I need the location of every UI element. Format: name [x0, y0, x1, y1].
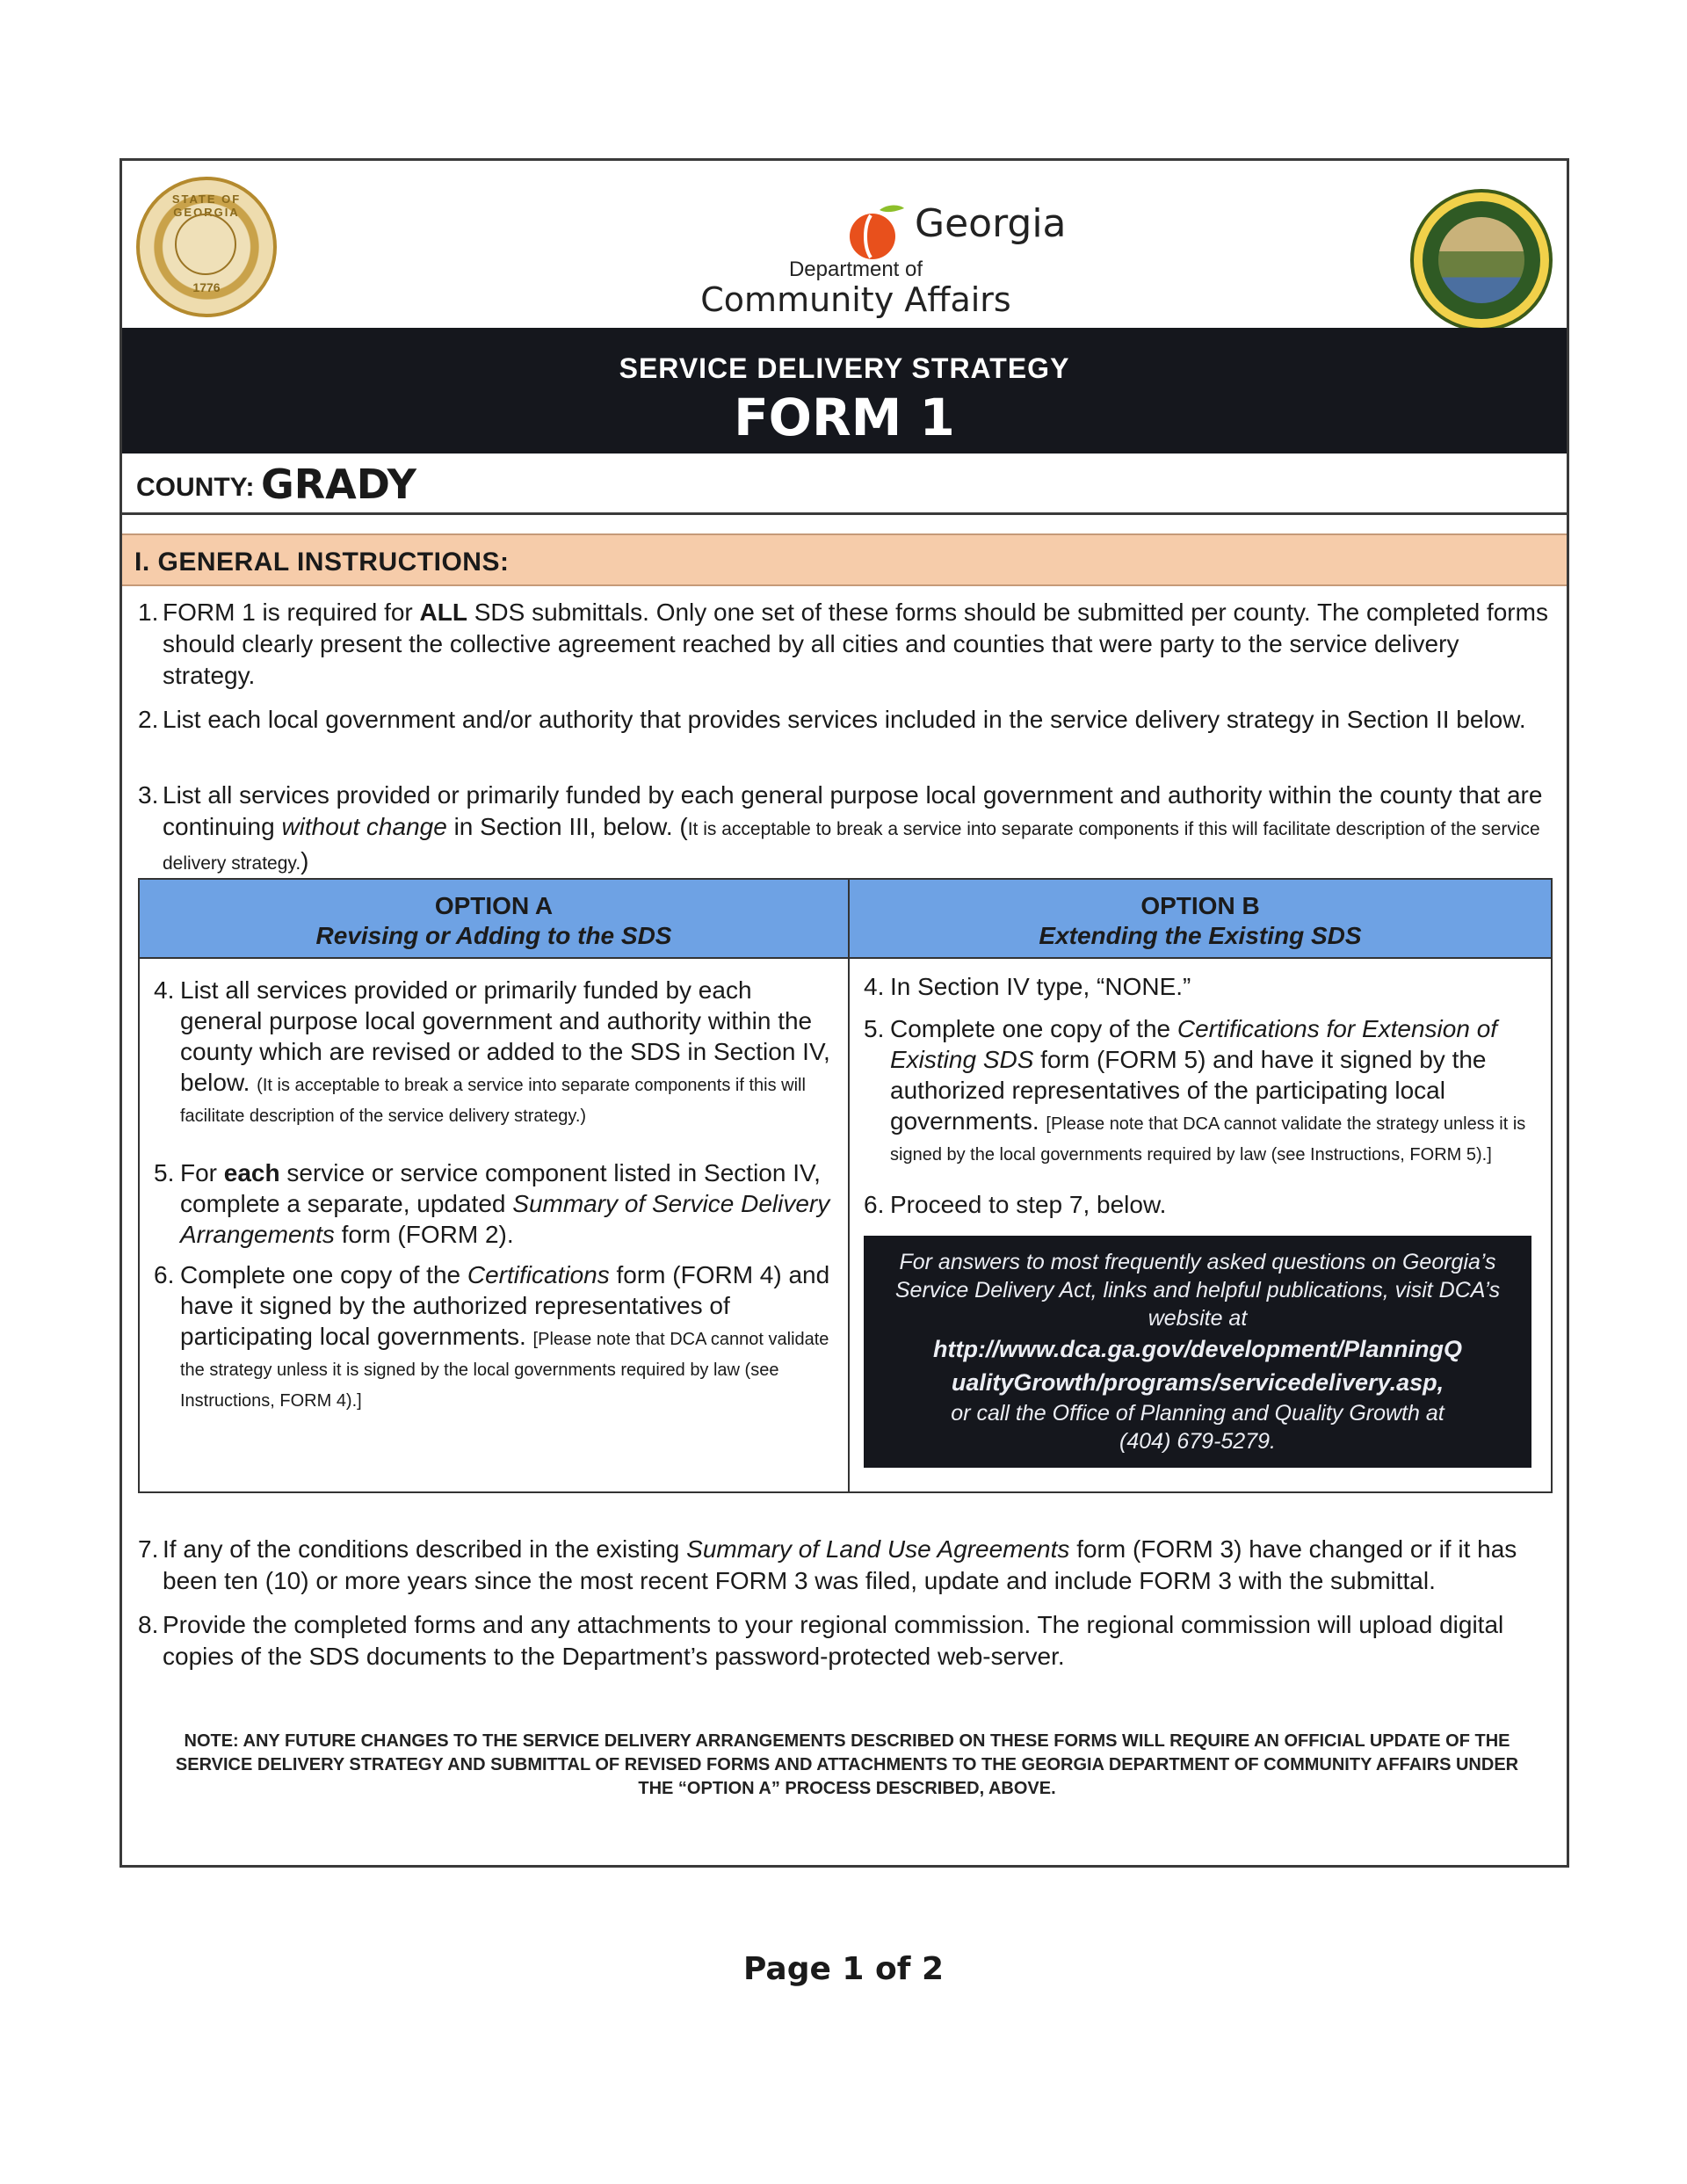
- step-emphasis: Summary of Service Delivery Arrangements: [180, 1190, 830, 1248]
- footer-note: NOTE: ANY FUTURE CHANGES TO THE SERVICE DELIVERY ARRANGEMENTS DESCRIBED ON THESE FORMS WILL REQUIRE AN OFFICIAL UPDATE OF THE SERVICE DELIVERY STRATEGY AND SUBMITTAL OF REVISED FORMS AND ATTACHMENTS TO THE GEORGIA DEPARTMENT OF COMMUNITY AFFAIRS UNDER THE “OPTION A” PROCESS DESCRIBED, ABOVE.: [175, 1731, 1519, 1798]
- option-b-column: [850, 880, 1551, 1491]
- instruction-number: 2.: [138, 706, 159, 733]
- logo-georgia-text: Georgia: [915, 201, 1067, 246]
- section-header: [122, 533, 1567, 586]
- step-text: form (FORM 4) and have it signed by the authorized representatives of participating local governments.: [180, 1261, 830, 1350]
- step-text: For: [180, 1159, 224, 1186]
- instruction-note: It is acceptable to break a service into separate components if this will facilitate description of the service delivery strategy.: [163, 819, 1540, 874]
- instruction-number: 8.: [138, 1611, 159, 1638]
- instruction-text: ): [300, 847, 309, 874]
- instruction-1: [138, 597, 1553, 692]
- step-number: 5.: [864, 1015, 885, 1042]
- peach-icon: [844, 203, 906, 261]
- step-text: service or service component listed in Section IV, complete a separate, updated: [180, 1159, 821, 1217]
- instruction-text: List each local government and/or authority that provides services included in the service delivery strategy in Section II below.: [163, 706, 1526, 733]
- instruction-7: [138, 1534, 1553, 1597]
- step-note: [Please note that DCA cannot validate the strategy unless it is signed by the local governments required by law (see Instructions, FORM 5).]: [890, 1114, 1526, 1165]
- instruction-emphasis: without change: [281, 813, 447, 840]
- seal-year: 1776: [192, 280, 221, 294]
- dca-office-seal: [1410, 189, 1553, 331]
- county-label: COUNTY:: [136, 473, 255, 502]
- section-title: I. GENERAL INSTRUCTIONS:: [134, 548, 510, 577]
- option-a-step-4: [154, 975, 830, 1128]
- help-call-text: or call the Office of Planning and Quality Growth at: [951, 1401, 1444, 1426]
- dca-logo: [614, 177, 1067, 326]
- banner-title: FORM 1: [734, 388, 955, 447]
- option-a-step-5: [154, 1157, 830, 1250]
- county-row: [122, 453, 1567, 515]
- help-url-line-2[interactable]: ualityGrowth/programs/servicedelivery.asp,: [951, 1369, 1444, 1396]
- step-emphasis: Certifications: [467, 1261, 610, 1288]
- step-number: 6.: [864, 1191, 885, 1218]
- step-emphasis: Certifications for Extension of Existing SDS: [890, 1015, 1498, 1073]
- seal-text: STATE OF GEORGIA: [171, 192, 242, 219]
- instruction-3: [138, 780, 1553, 880]
- banner-subtitle: SERVICE DELIVERY STRATEGY: [619, 352, 1070, 384]
- seal-arch-icon: [175, 214, 236, 275]
- page-number: Page 1 of 2: [743, 1951, 944, 1987]
- logo-dept-text: Department of: [788, 258, 923, 281]
- county-value: GRADY: [261, 461, 416, 508]
- help-text: For answers to most frequently asked questions on Georgia’s Service Delivery Act, links and helpful publications, visit DCA’s website at: [894, 1250, 1501, 1331]
- logo-community-affairs-text: Community Affairs: [700, 280, 1011, 319]
- step-note: [Please note that DCA cannot validate the strategy unless it is signed by the local governments required by law (see Instructions, FORM 4).]: [180, 1330, 829, 1411]
- seal-landscape-icon: [1438, 217, 1524, 303]
- instruction-number: 3.: [138, 781, 159, 809]
- instruction-text: SDS submittals. Only one set of these forms should be submitted per county. The completed forms should clearly present the collective agreement reached by all cities and counties that were party to the service delivery strategy.: [163, 599, 1548, 689]
- step-text: In Section IV type, “NONE.”: [890, 973, 1191, 1000]
- option-a-step-6: [154, 1259, 830, 1413]
- help-phone: (404) 679-5279.: [1119, 1429, 1276, 1454]
- step-text: form (FORM 2).: [334, 1221, 514, 1248]
- step-note: (It is acceptable to break a service into separate components if this will facilitate description of the service delivery strategy.): [180, 1076, 806, 1126]
- option-a-header: [140, 880, 848, 959]
- instruction-text: Provide the completed forms and any attachments to your regional commission. The regional commission will upload digital copies of the SDS documents to the Department’s password-protected web-server.: [163, 1611, 1504, 1670]
- instruction-emphasis: Summary of Land Use Agreements: [686, 1535, 1070, 1563]
- georgia-state-seal: [136, 177, 277, 317]
- step-text: form (FORM 5) and have it signed by the authorized representatives of the participating local governments.: [890, 1046, 1487, 1135]
- instruction-text: If any of the conditions described in the existing: [163, 1535, 687, 1563]
- step-emphasis: each: [223, 1159, 280, 1186]
- option-a-subtitle: Revising or Adding to the SDS: [315, 922, 672, 949]
- option-b-header: [850, 880, 1551, 959]
- help-info-box: [864, 1236, 1531, 1468]
- instruction-text: in Section III, below. (: [446, 813, 688, 840]
- step-number: 4.: [864, 973, 885, 1000]
- step-text: Complete one copy of the: [890, 1015, 1177, 1042]
- step-number: 5.: [154, 1159, 175, 1186]
- instruction-text: form (FORM 3) have changed or if it has been ten (10) or more years since the most recent FORM 3 was filed, update and include FORM 3 with the submittal.: [163, 1535, 1517, 1594]
- option-a-title: OPTION A: [434, 892, 554, 919]
- option-a-column: [140, 880, 850, 1491]
- title-banner: [122, 328, 1567, 453]
- instruction-8: [138, 1609, 1553, 1672]
- option-b-step-5: [864, 1013, 1531, 1167]
- form-frame: [119, 158, 1569, 1868]
- option-b-title: OPTION B: [1140, 892, 1260, 919]
- options-table: [138, 878, 1553, 1493]
- option-b-step-4: [864, 971, 1531, 1002]
- step-number: 4.: [154, 976, 175, 1004]
- help-url-line-1[interactable]: http://www.dca.ga.gov/development/PlanningQ: [932, 1336, 1463, 1362]
- instruction-2: [138, 704, 1553, 736]
- instruction-number: 1.: [138, 599, 159, 626]
- instruction-text: List all services provided or primarily funded by each general purpose local government and authority within the county that are continuing: [163, 781, 1543, 840]
- instruction-text: FORM 1 is required for: [163, 599, 420, 626]
- option-b-step-6: [864, 1189, 1531, 1220]
- step-text: List all services provided or primarily funded by each general purpose local government and authority within the county which are revised or added to the SDS in Section IV, below.: [180, 976, 830, 1096]
- header: [122, 161, 1567, 328]
- step-text: Proceed to step 7, below.: [890, 1191, 1167, 1218]
- step-number: 6.: [154, 1261, 175, 1288]
- option-b-subtitle: Extending the Existing SDS: [1039, 922, 1362, 949]
- instruction-number: 7.: [138, 1535, 159, 1563]
- instruction-emphasis: ALL: [419, 599, 467, 626]
- step-text: Complete one copy of the: [180, 1261, 467, 1288]
